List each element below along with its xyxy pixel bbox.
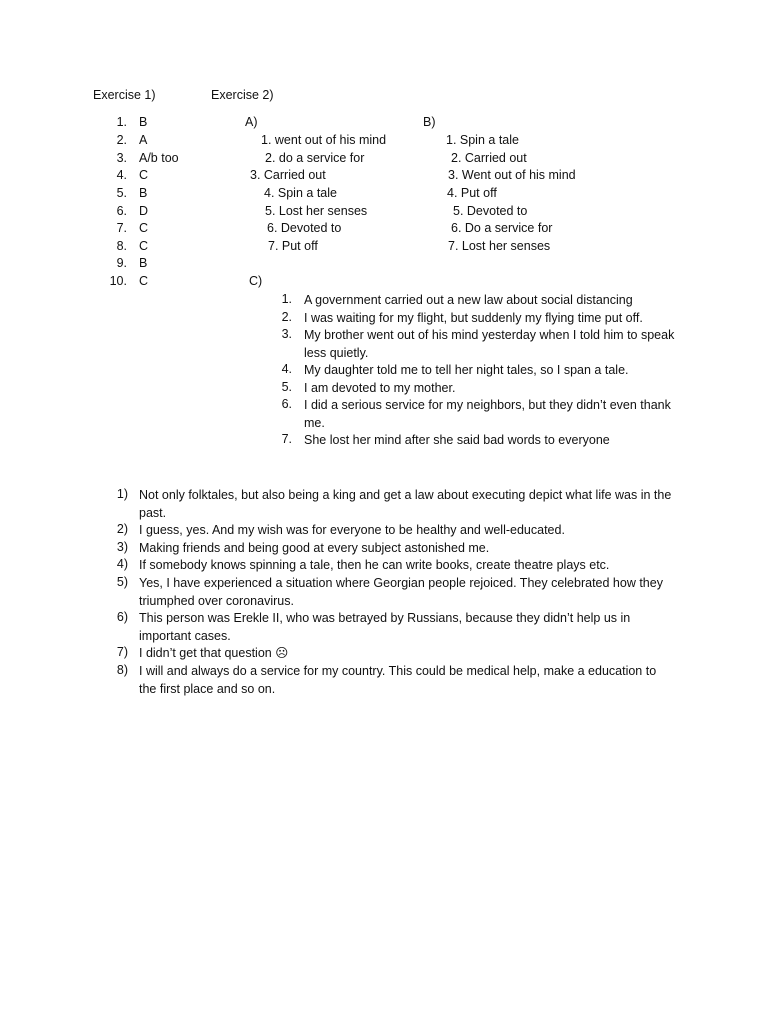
section-a-item: 7. Put off xyxy=(268,239,318,253)
ex1-number: 8. xyxy=(116,239,127,253)
section-a-item: 1. went out of his mind xyxy=(261,133,387,147)
section-c-number: 3. xyxy=(281,327,292,341)
section-c-sentence: I am devoted to my mother. xyxy=(304,381,456,395)
question-answer: I guess, yes. And my wish was for everyone to be healthy and well-educated. xyxy=(139,523,565,537)
ex1-number: 7. xyxy=(116,221,127,235)
section-a-item: 2. do a service for xyxy=(265,151,365,165)
question-answer: I didn’t get that question ☹ xyxy=(139,646,289,660)
section-b-item: 3. Went out of his mind xyxy=(448,168,576,182)
ex1-number: 10. xyxy=(109,274,127,288)
section-c-number: 2. xyxy=(281,310,292,324)
question-answer: Yes, I have experienced a situation where Georgian people rejoiced. They celebrated how they triumphed over coronavirus. xyxy=(139,576,663,608)
ex1-number: 9. xyxy=(116,256,127,270)
section-b-item: 4. Put off xyxy=(447,186,497,200)
section-b-label: B) xyxy=(423,115,436,129)
question-answer: This person was Erekle II, who was betrayed by Russians, because they didn’t help us in important cases. xyxy=(139,611,631,643)
ex1-number: 5. xyxy=(116,186,127,200)
ex1-answer: D xyxy=(139,204,149,218)
section-b-item: 6. Do a service for xyxy=(451,221,553,235)
ex1-number: 1. xyxy=(116,115,127,129)
section-c-number: 6. xyxy=(281,397,292,411)
section-c-sentence: My daughter told me to tell her night tales, so I span a tale. xyxy=(304,363,629,377)
section-b-item: 2. Carried out xyxy=(451,151,527,165)
ex1-answer: C xyxy=(139,221,149,235)
section-b-item: 1. Spin a tale xyxy=(446,133,519,147)
ex1-answer: A/b too xyxy=(139,151,179,165)
section-c-sentence: My brother went out of his mind yesterday when I told him to speak less quietly. xyxy=(304,328,675,360)
question-number: 1) xyxy=(116,487,128,501)
section-b-item: 7. Lost her senses xyxy=(448,239,551,253)
ex1-answer: C xyxy=(139,168,149,182)
question-number: 2) xyxy=(116,522,128,536)
section-c-number: 5. xyxy=(281,380,292,394)
section-c-number: 4. xyxy=(281,362,292,376)
question-number: 4) xyxy=(116,557,128,571)
section-c-sentence: I was waiting for my flight, but suddenly my flying time put off. xyxy=(304,311,643,325)
ex1-number: 3. xyxy=(116,151,127,165)
question-number: 3) xyxy=(116,540,128,554)
section-c-label: C) xyxy=(249,274,263,288)
section-c-sentence: A government carried out a new law about social distancing xyxy=(304,293,633,307)
section-a-item: 4. Spin a tale xyxy=(264,186,337,200)
section-a-item: 3. Carried out xyxy=(250,168,326,182)
question-answer: If somebody knows spinning a tale, then he can write books, create theatre plays etc. xyxy=(139,558,610,572)
ex1-number: 4. xyxy=(116,168,127,182)
question-answer: I will and always do a service for my country. This could be medical help, make a education to the first place and so on. xyxy=(139,664,657,696)
section-c-sentence: She lost her mind after she said bad words to everyone xyxy=(304,433,610,447)
section-c-number: 7. xyxy=(281,432,292,446)
ex1-number: 2. xyxy=(116,133,127,147)
ex1-answer: A xyxy=(139,133,148,147)
exercise-1-heading: Exercise 1) xyxy=(93,88,156,102)
section-a-label: A) xyxy=(245,115,258,129)
section-c-number: 1. xyxy=(281,292,292,306)
question-number: 7) xyxy=(116,645,128,659)
ex1-number: 6. xyxy=(116,204,127,218)
section-a-item: 6. Devoted to xyxy=(267,221,342,235)
question-number: 6) xyxy=(116,610,128,624)
section-c-sentence: I did a serious service for my neighbors, but they didn’t even thank me. xyxy=(304,398,671,430)
ex1-answer: C xyxy=(139,239,149,253)
question-number: 8) xyxy=(116,663,128,677)
question-number: 5) xyxy=(116,575,128,589)
question-answer: Not only folktales, but also being a king and get a law about executing depict what life was in the past. xyxy=(139,488,672,520)
question-answer: Making friends and being good at every subject astonished me. xyxy=(139,541,490,555)
section-a-item: 5. Lost her senses xyxy=(265,204,368,218)
exercise-2-heading: Exercise 2) xyxy=(211,88,274,102)
ex1-answer: B xyxy=(139,256,148,270)
ex1-answer: B xyxy=(139,186,148,200)
section-b-item: 5. Devoted to xyxy=(453,204,528,218)
ex1-answer: B xyxy=(139,115,148,129)
ex1-answer: C xyxy=(139,274,149,288)
